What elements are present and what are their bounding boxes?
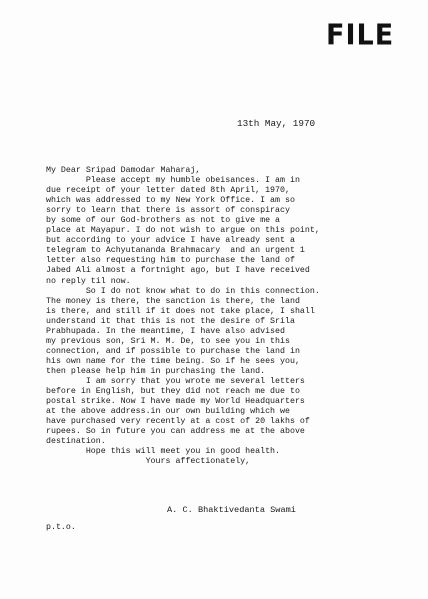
file-stamp: FILE xyxy=(326,19,395,52)
letter-line: then please help him in purchasing the land. xyxy=(46,366,266,376)
letter-line: My Dear Sripad Damodar Maharaj, xyxy=(46,166,201,175)
letter-line: connection, and if possible to purchase the land in xyxy=(46,346,300,356)
letter-line: place at Mayapur. I do not wish to argue on this point, xyxy=(46,226,320,236)
letter-body xyxy=(46,166,426,467)
letter-line: due receipt of your letter dated 8th April, 1970, xyxy=(46,186,290,196)
letter-line: at the above address.in our own building which we xyxy=(46,407,290,417)
letter-line: which was addressed to my New York Office. I am so xyxy=(46,196,295,206)
letter-line: Please accept my humble obeisances. I am in xyxy=(46,176,300,186)
letter-date: 13th May, 1970 xyxy=(237,118,316,129)
letter-line: The money is there, the sanction is there, the land xyxy=(46,296,300,306)
letter-line: I am sorry that you wrote me several letters xyxy=(46,376,305,386)
letter-line: but according to your advice I have already sent a xyxy=(46,236,295,246)
letter-line: destination. xyxy=(46,437,106,447)
signature-name: A. C. Bhaktivedanta Swami xyxy=(167,505,296,515)
letter-line: Yours affectionately, xyxy=(46,457,251,467)
letter-line: sorry to learn that there is assort of conspiracy xyxy=(46,206,290,216)
letter-line: my previous son, Sri M. M. De, to see you in this xyxy=(46,336,290,346)
letter-line: by some of our God-brothers as not to give me a xyxy=(46,216,281,226)
letter-line: have purchased very recently at a cost of 20 lakhs of xyxy=(46,417,310,427)
pto-note: p.t.o. xyxy=(46,523,76,532)
letter-line: Prabhupada. In the meantime, I have also advised xyxy=(46,326,285,336)
letter-line: So I do not know what to do in this connection. xyxy=(46,286,320,296)
letter-line: postal strike. Now I have made my World Headquarters xyxy=(46,397,305,407)
letter-line: Hope this will meet you in good health. xyxy=(46,447,281,457)
letter-line: rupees. So in future you can address me at the above xyxy=(46,427,305,437)
letter-line: no reply til now. xyxy=(46,276,131,286)
letter-line: before in English, but they did not reach me due to xyxy=(46,387,300,397)
letter-line: Jabed Ali almost a fortnight ago, but I have received xyxy=(46,266,310,276)
letter-line: his own name for the time being. So if he sees you, xyxy=(46,356,300,366)
letter-line: is there, and still if it does not take place, I shall xyxy=(46,306,315,316)
letter-line: letter also requesting him to purchase the land of xyxy=(46,256,295,266)
letter-line: understand it that this is not the desire of Srila xyxy=(46,316,295,326)
letter-line: telegram to Achyutananda Brahmacary and an urgent 1 xyxy=(46,246,305,256)
